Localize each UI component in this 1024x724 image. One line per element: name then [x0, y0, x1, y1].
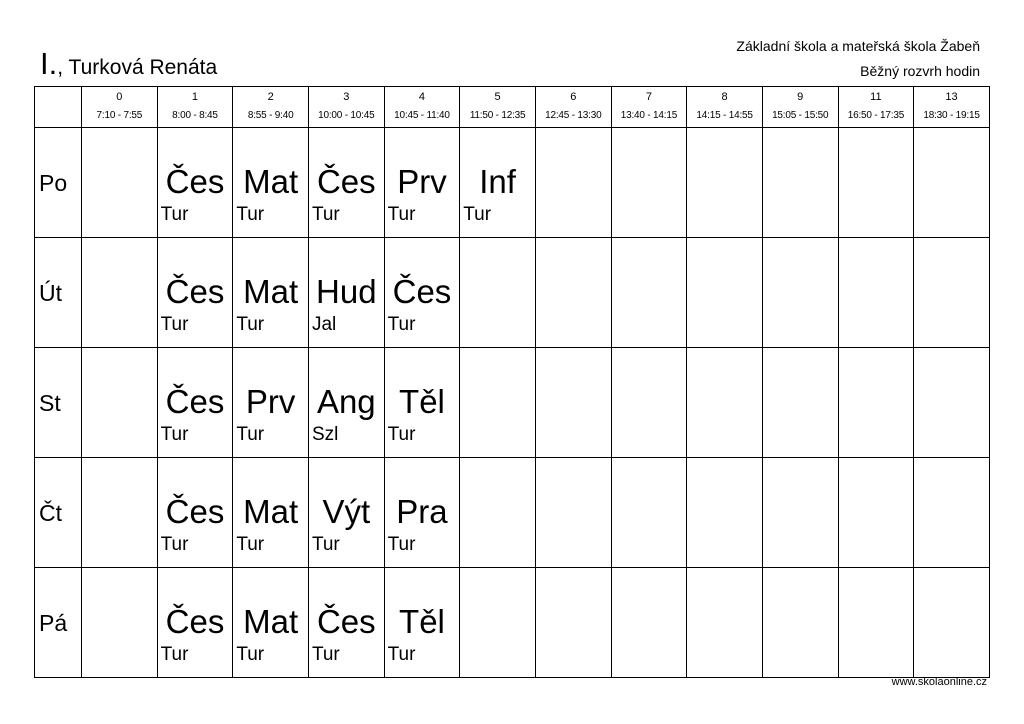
empty-lesson-cell: [611, 568, 687, 678]
lesson-subject: Pra: [396, 493, 448, 530]
empty-lesson-cell: [914, 458, 990, 568]
period-number: 11: [870, 91, 882, 103]
lesson-cell: [384, 128, 460, 238]
lesson-teacher: Tur: [160, 534, 189, 555]
lesson-cell: [308, 458, 384, 568]
lesson-subject: Čes: [316, 603, 376, 640]
period-time: 11:50 - 12:35: [469, 110, 526, 121]
lesson-teacher: Tur: [311, 204, 340, 225]
lesson-cell: [308, 238, 384, 348]
lesson-subject: Čes: [165, 163, 225, 200]
day-label: Út: [39, 280, 62, 306]
day-cell: [35, 348, 82, 458]
lesson-cell: [460, 128, 536, 238]
period-time: 7:10 - 7:55: [96, 110, 143, 121]
empty-lesson-cell: [838, 568, 914, 678]
lesson-cell: [384, 458, 460, 568]
empty-lesson-cell: [687, 568, 763, 678]
corner-cell: [35, 87, 82, 128]
class-separator: ,: [57, 56, 64, 79]
period-time: 8:55 - 9:40: [247, 110, 294, 121]
empty-lesson-cell: [838, 128, 914, 238]
empty-lesson-cell: [687, 458, 763, 568]
empty-lesson-cell: [535, 238, 611, 348]
lesson-subject: Těl: [399, 603, 445, 640]
period-header-cell: [460, 87, 536, 128]
lesson-teacher: Tur: [236, 534, 265, 555]
lesson-cell: [384, 568, 460, 678]
empty-lesson-cell: [611, 238, 687, 348]
period-number: 7: [645, 91, 652, 103]
lesson-teacher: Tur: [236, 314, 265, 335]
empty-lesson-cell: [914, 348, 990, 458]
day-label: Pá: [39, 610, 68, 636]
lesson-cell: [384, 348, 460, 458]
lesson-cell: [233, 238, 309, 348]
lesson-teacher: Tur: [311, 534, 340, 555]
empty-lesson-cell: [535, 348, 611, 458]
lesson-cell: [157, 458, 233, 568]
lesson-cell: [233, 348, 309, 458]
period-header-cell: [762, 87, 838, 128]
period-number: 6: [570, 91, 577, 103]
empty-lesson-cell: [914, 128, 990, 238]
lesson-cell: [233, 458, 309, 568]
lesson-subject: Ang: [316, 383, 376, 420]
lesson-teacher: Tur: [387, 204, 416, 225]
period-number: 4: [418, 91, 426, 103]
empty-lesson-cell: [611, 128, 687, 238]
empty-lesson-cell: [762, 238, 838, 348]
lesson-teacher: Tur: [463, 204, 492, 225]
period-time: 8:00 - 8:45: [172, 110, 218, 121]
period-header-cell: [384, 87, 460, 128]
lesson-teacher: Tur: [387, 424, 416, 445]
day-row: [35, 458, 990, 568]
lesson-cell: [308, 128, 384, 238]
lesson-subject: Čes: [316, 163, 376, 200]
lesson-teacher: Tur: [236, 644, 265, 665]
lesson-subject: Čes: [392, 273, 452, 310]
empty-lesson-cell: [762, 348, 838, 458]
period-number: 1: [191, 91, 199, 103]
lesson-subject: Čes: [165, 603, 225, 640]
day-label: St: [39, 390, 61, 416]
timetable-grid: [34, 86, 990, 678]
empty-lesson-cell: [838, 458, 914, 568]
lesson-teacher: Tur: [387, 314, 416, 335]
footer-url: www.skolaonline.cz: [891, 676, 987, 688]
lesson-cell: [157, 128, 233, 238]
period-number: 2: [267, 91, 274, 103]
lesson-teacher: Tur: [236, 204, 265, 225]
empty-lesson-cell: [82, 458, 158, 568]
empty-lesson-cell: [460, 568, 536, 678]
empty-lesson-cell: [460, 238, 536, 348]
period-time: 10:00 - 10:45: [318, 110, 375, 121]
empty-lesson-cell: [687, 348, 763, 458]
lesson-subject: Čes: [165, 493, 225, 530]
lesson-teacher: Tur: [311, 644, 340, 665]
class-title: [40, 48, 217, 79]
empty-lesson-cell: [82, 348, 158, 458]
lesson-teacher: Tur: [160, 314, 189, 335]
period-time: 12:45 - 13:30: [545, 110, 602, 121]
day-cell: [35, 128, 82, 238]
period-time: 18:30 - 19:15: [923, 110, 980, 121]
lesson-subject: Hud: [316, 273, 377, 310]
empty-lesson-cell: [687, 238, 763, 348]
lesson-subject: Prv: [397, 163, 447, 200]
lesson-cell: [157, 238, 233, 348]
empty-lesson-cell: [762, 128, 838, 238]
empty-lesson-cell: [82, 128, 158, 238]
day-row: [35, 348, 990, 458]
lesson-subject: Těl: [399, 383, 445, 420]
period-header-cell: [82, 87, 158, 128]
empty-lesson-cell: [611, 348, 687, 458]
day-label: Čt: [39, 500, 62, 526]
period-header-cell: [611, 87, 687, 128]
lesson-teacher: Szl: [311, 424, 339, 445]
period-number: 8: [721, 91, 728, 103]
lesson-teacher: Tur: [160, 424, 189, 445]
lesson-subject: Výt: [322, 493, 371, 530]
lesson-subject: Mat: [243, 603, 299, 640]
empty-lesson-cell: [611, 458, 687, 568]
lesson-cell: [157, 348, 233, 458]
day-label: Po: [39, 170, 68, 196]
empty-lesson-cell: [838, 238, 914, 348]
empty-lesson-cell: [762, 458, 838, 568]
empty-lesson-cell: [914, 568, 990, 678]
empty-lesson-cell: [762, 568, 838, 678]
lesson-subject: Inf: [479, 163, 516, 200]
period-number: 0: [116, 91, 123, 103]
lesson-subject: Prv: [245, 383, 296, 420]
lesson-cell: [308, 568, 384, 678]
lesson-cell: [384, 238, 460, 348]
lesson-cell: [308, 348, 384, 458]
lesson-teacher: Tur: [387, 534, 416, 555]
period-header-cell: [838, 87, 914, 128]
period-header-cell: [157, 87, 233, 128]
period-number: 3: [343, 91, 350, 103]
period-header-row: [35, 87, 990, 128]
period-time: 10:45 - 11:40: [394, 110, 450, 121]
class-name: I.: [40, 46, 58, 81]
empty-lesson-cell: [838, 348, 914, 458]
school-name: Základní škola a mateřská škola Žabeň: [736, 38, 980, 54]
day-row: [35, 568, 990, 678]
period-time: 13:40 - 14:15: [620, 110, 678, 121]
lesson-teacher: Jal: [311, 314, 337, 335]
empty-lesson-cell: [914, 238, 990, 348]
empty-lesson-cell: [687, 128, 763, 238]
empty-lesson-cell: [82, 238, 158, 348]
period-number: 5: [494, 91, 501, 103]
empty-lesson-cell: [460, 458, 536, 568]
day-cell: [35, 568, 82, 678]
period-number: 13: [945, 91, 958, 103]
lesson-cell: [157, 568, 233, 678]
period-header-cell: [687, 87, 763, 128]
lesson-subject: Mat: [243, 493, 299, 530]
lesson-subject: Čes: [165, 273, 225, 310]
lesson-subject: Čes: [165, 383, 225, 420]
lesson-cell: [233, 128, 309, 238]
period-time: 14:15 - 14:55: [696, 110, 753, 121]
period-header-cell: [233, 87, 309, 128]
lesson-subject: Mat: [243, 273, 299, 310]
lesson-teacher: Tur: [387, 644, 416, 665]
lesson-teacher: Tur: [160, 204, 189, 225]
empty-lesson-cell: [82, 568, 158, 678]
empty-lesson-cell: [460, 348, 536, 458]
teacher-name: Turková Renáta: [68, 56, 218, 79]
empty-lesson-cell: [535, 128, 611, 238]
period-header-cell: [914, 87, 990, 128]
period-header-cell: [535, 87, 611, 128]
day-cell: [35, 238, 82, 348]
empty-lesson-cell: [535, 458, 611, 568]
day-row: [35, 238, 990, 348]
day-row: [35, 128, 990, 238]
period-time: 16:50 - 17:35: [847, 110, 905, 121]
schedule-type: Běžný rozvrh hodin: [860, 63, 980, 79]
period-header-cell: [308, 87, 384, 128]
day-cell: [35, 458, 82, 568]
lesson-subject: Mat: [243, 163, 299, 200]
lesson-teacher: Tur: [236, 424, 265, 445]
lesson-cell: [233, 568, 309, 678]
period-time: 15:05 - 15:50: [772, 110, 829, 121]
period-number: 9: [797, 91, 804, 103]
empty-lesson-cell: [535, 568, 611, 678]
lesson-teacher: Tur: [160, 644, 189, 665]
